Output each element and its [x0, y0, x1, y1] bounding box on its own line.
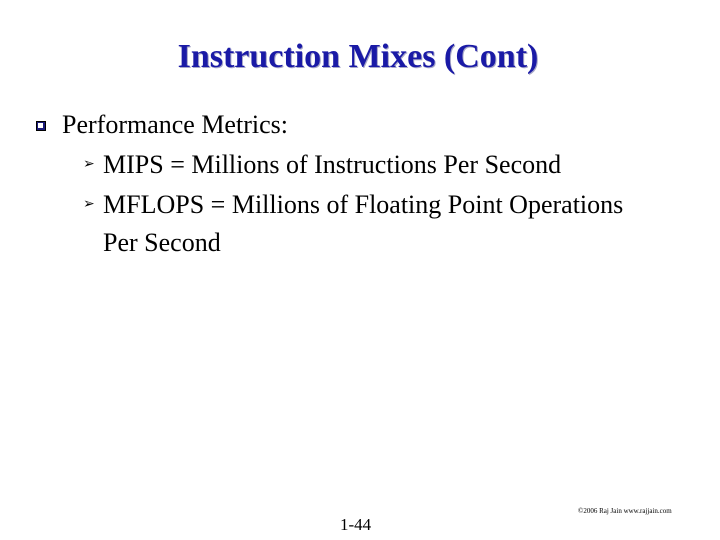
arrowhead-bullet-icon: ➢ [83, 156, 95, 172]
page-number: 1-44 [340, 515, 372, 534]
slide-title: Instruction Mixes (Cont) [177, 38, 539, 75]
sub-list-item [83, 146, 696, 184]
bullet-text: Performance Metrics: [62, 110, 288, 139]
arrowhead-bullet-icon: ➢ [83, 196, 95, 212]
sub-bullet-text: MIPS = Millions of Instructions Per Second [103, 150, 562, 179]
copyright-notice: ©2006 Raj Jain www.rajjain.com [578, 507, 672, 515]
sub-list-item [83, 186, 696, 262]
list-item [36, 108, 696, 142]
bullet-list [36, 108, 696, 264]
square-bullet-icon [36, 121, 48, 133]
sub-bullet-text: MFLOPS = Millions of Floating Point Operations Per Second [103, 190, 624, 257]
sub-bullet-list [83, 146, 696, 262]
